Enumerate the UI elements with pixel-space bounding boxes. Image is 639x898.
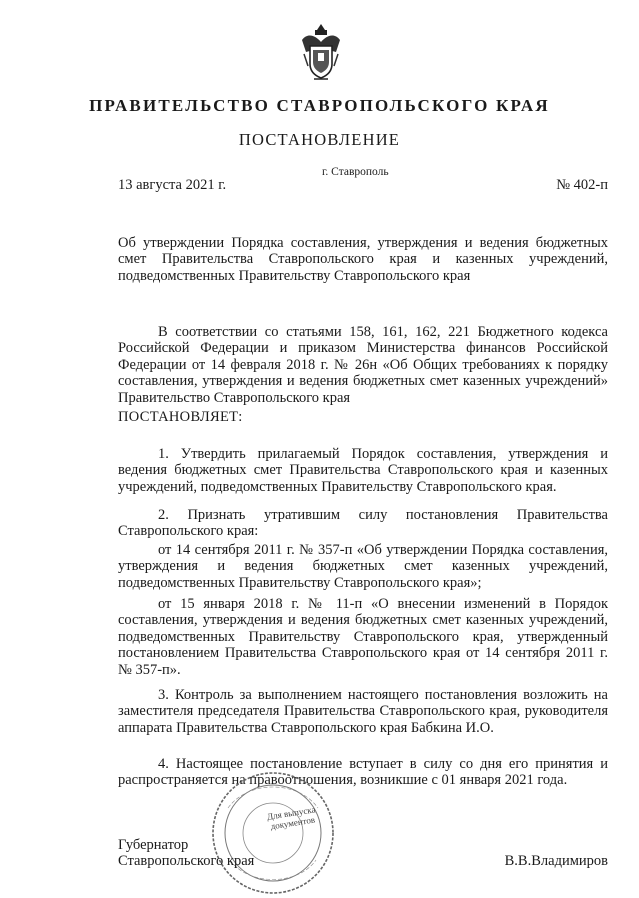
- signatory-title: [118, 837, 254, 870]
- decree-heading: ПОСТАНОВЛЯЕТ:: [118, 409, 243, 425]
- official-stamp-icon: [208, 768, 338, 898]
- document-type: ПОСТАНОВЛЕНИЕ: [238, 130, 401, 149]
- paragraph-2-item-b: от 15 января 2018 г. № 11-п «О внесении изменений в Порядок составления, утверждения и ведения бюджетных смет казенных учреждений, подведомственных Правительству Ставропольского края, утвержденный постановлением Правительства Ставропольского края от 14 сентября 2011 г. № 357-п».: [118, 596, 608, 678]
- document-number: № 402-п: [556, 177, 608, 193]
- signatory-title-line-1: Губернатор: [118, 837, 189, 853]
- signatory-title-line-2: Ставропольского края: [118, 853, 255, 870]
- paragraph-4: 4. Настоящее постановление вступает в силу со дня его принятия и распространяется на правоотношения, возникшие с 01 января 2021 года.: [118, 756, 608, 789]
- paragraph-2: 2. Признать утратившим силу постановления Правительства Ставропольского края:: [118, 507, 608, 540]
- paragraph-3: 3. Контроль за выполнением настоящего постановления возложить на заместителя председателя Правительства Ставропольского края, руководителя аппарата Правительства Ставропольского края Бабкина И.О.: [118, 687, 608, 736]
- coat-of-arms-icon: [296, 22, 346, 82]
- government-title: ПРАВИТЕЛЬСТВО СТАВРОПОЛЬСКОГО КРАЯ: [89, 96, 550, 115]
- document-date: 13 августа 2021 г.: [118, 177, 227, 193]
- paragraph-2-item-a: от 14 сентября 2011 г. № 357-п «Об утверждении Порядка составления, утверждения и ведения бюджетных смет казенных учреждений, подведомственных Правительству Ставропольского края»;: [118, 542, 608, 591]
- stamp-inner-text: Для выпуска документов: [266, 804, 317, 832]
- signatory-name: В.В.Владимиров: [504, 853, 608, 869]
- city: г. Ставрополь: [322, 166, 389, 178]
- paragraph-1: 1. Утвердить прилагаемый Порядок составления, утверждения и ведения бюджетных смет Правительства Ставропольского края и казенных учреждений, подведомственных Правительству Ставропольского края.: [118, 446, 608, 495]
- document-subject: Об утверждении Порядка составления, утверждения и ведения бюджетных смет Правительства Ставропольского края и казенных учреждений, подведомственных Правительству Ставропольского края: [118, 235, 608, 284]
- preamble-paragraph: В соответствии со статьями 158, 161, 162, 221 Бюджетного кодекса Российской Федерации и приказом Министерства финансов Российской Федерации от 14 февраля 2018 г. № 26н «Об Общих требованиях к порядку составления, утверждения и ведения бюджетных смет казенных учреждений» Правительство Ставропольского края: [118, 324, 608, 406]
